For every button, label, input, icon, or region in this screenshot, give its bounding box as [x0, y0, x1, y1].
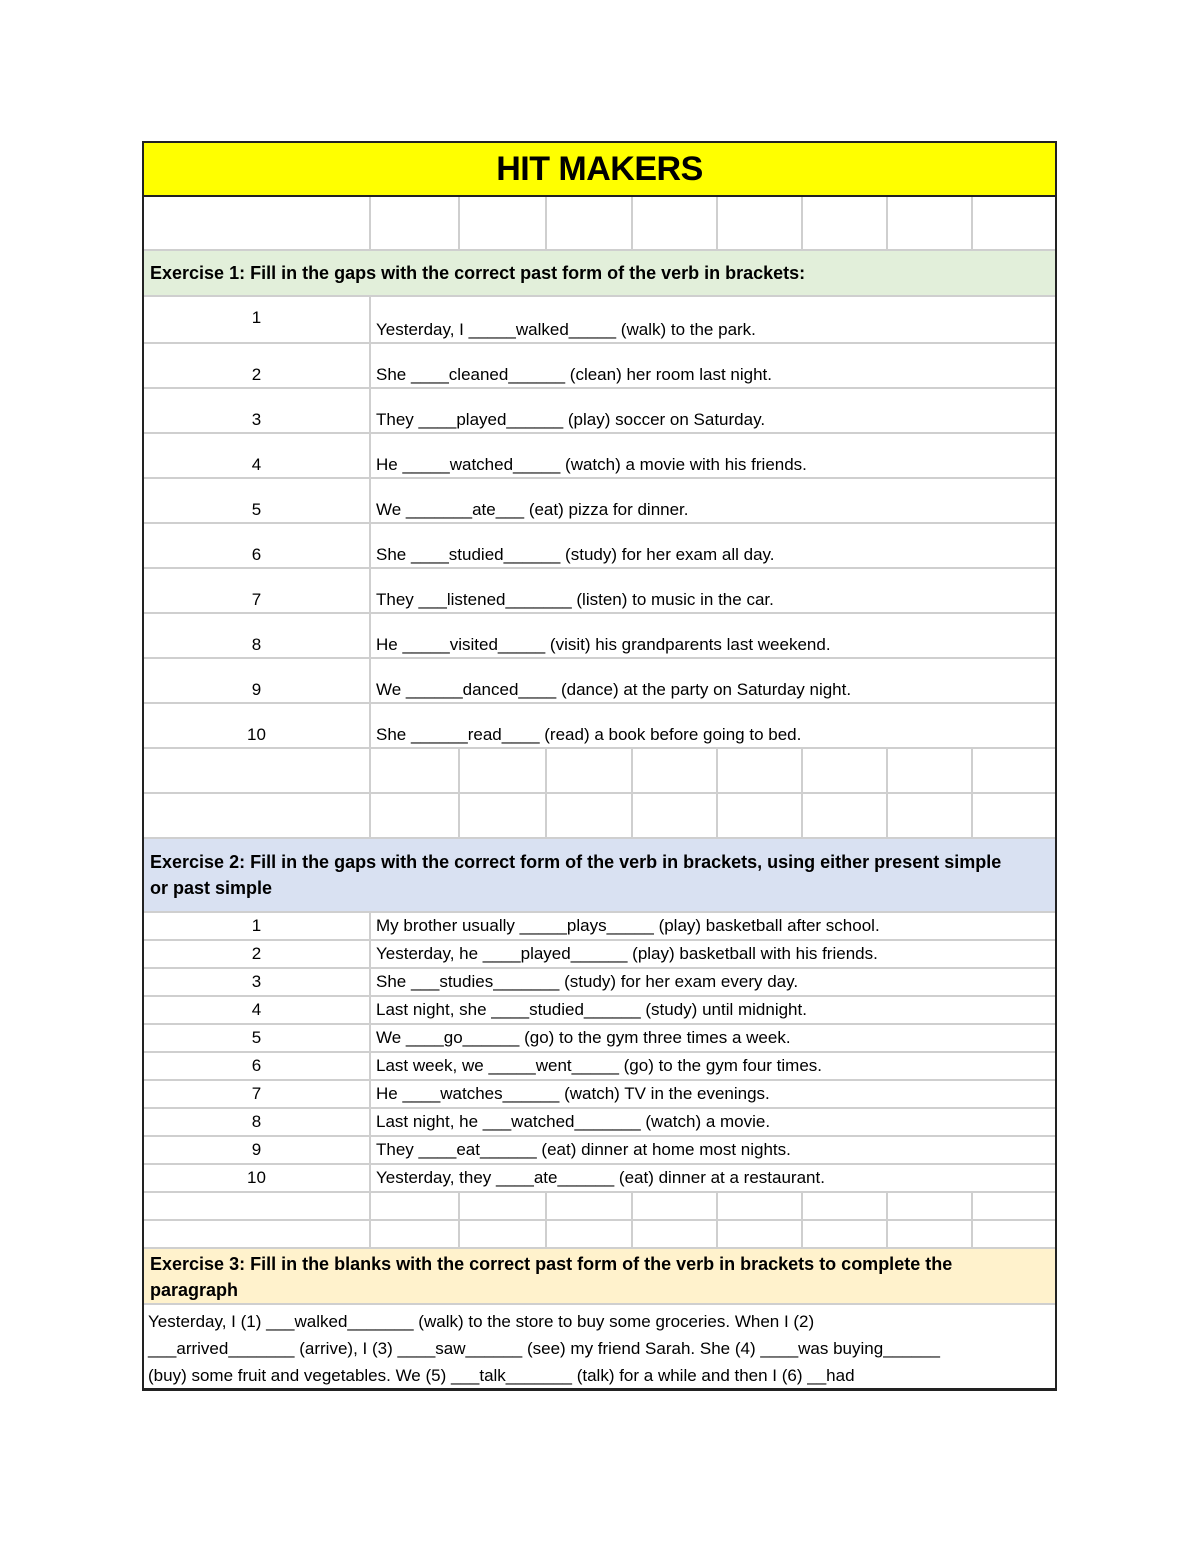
item-number: 8 [144, 1109, 371, 1135]
item-number: 3 [144, 969, 371, 995]
empty-cell [371, 1193, 460, 1219]
empty-cell [144, 1193, 371, 1219]
empty-cell [460, 749, 547, 792]
empty-row [144, 197, 1055, 251]
exercise2-row [144, 1109, 1055, 1137]
item-number: 4 [144, 434, 371, 477]
item-number: 10 [144, 704, 371, 747]
exercise3-heading [144, 1249, 1055, 1305]
item-sentence: He _____visited_____ (visit) his grandparents last weekend. [376, 635, 831, 654]
item-sentence: She ____cleaned______ (clean) her room last night. [376, 365, 772, 384]
empty-cell [371, 749, 460, 792]
exercise2-row [144, 1053, 1055, 1081]
exercise3-heading-line1: Exercise 3: Fill in the blanks with the correct past form of the verb in brackets to complete the [150, 1254, 953, 1274]
empty-cell [888, 794, 973, 837]
exercise1-row [144, 297, 1055, 344]
exercise3-paragraph [144, 1305, 1055, 1391]
item-sentence: Yesterday, I _____walked_____ (walk) to the park. [376, 320, 756, 339]
item-sentence: Last week, we _____went_____ (go) to the gym four times. [376, 1056, 823, 1075]
item-sentence: She ______read____ (read) a book before going to bed. [376, 725, 802, 744]
empty-cell [144, 749, 371, 792]
empty-row [144, 749, 1055, 794]
exercise2-row [144, 1165, 1055, 1193]
exercise2-row [144, 913, 1055, 941]
empty-cell [460, 1193, 547, 1219]
item-number: 2 [144, 344, 371, 387]
empty-cell [973, 1193, 1055, 1219]
exercise2-row [144, 1137, 1055, 1165]
empty-cell [973, 1221, 1055, 1247]
item-number: 1 [144, 297, 371, 342]
item-sentence: We ____go______ (go) to the gym three times a week. [376, 1028, 791, 1047]
item-number: 7 [144, 569, 371, 612]
item-sentence: He ____watches______ (watch) TV in the evenings. [376, 1084, 770, 1103]
empty-cell [803, 794, 888, 837]
exercise1-row [144, 704, 1055, 749]
empty-cell [888, 749, 973, 792]
exercise1-row [144, 614, 1055, 659]
exercise1-row [144, 524, 1055, 569]
empty-cell [460, 1221, 547, 1247]
item-number: 1 [144, 913, 371, 939]
empty-cell [718, 794, 803, 837]
empty-cell [460, 794, 547, 837]
item-sentence: Last night, she ____studied______ (study) until midnight. [376, 1000, 807, 1019]
item-number: 6 [144, 1053, 371, 1079]
paragraph-line: (buy) some fruit and vegetables. We (5) ___talk_______ (talk) for a while and then I (6) __had [148, 1366, 855, 1385]
item-sentence: Yesterday, they ____ate______ (eat) dinner at a restaurant. [376, 1168, 825, 1187]
empty-cell [973, 197, 1055, 249]
empty-row [144, 1193, 1055, 1221]
item-number: 3 [144, 389, 371, 432]
exercise2-row [144, 969, 1055, 997]
empty-cell [547, 1193, 634, 1219]
exercise2-row [144, 941, 1055, 969]
empty-cell [547, 1221, 634, 1247]
item-sentence: They ____eat______ (eat) dinner at home most nights. [376, 1140, 791, 1159]
exercise2-heading [144, 839, 1055, 913]
empty-cell [718, 1193, 803, 1219]
exercise2-row [144, 1081, 1055, 1109]
item-sentence: My brother usually _____plays_____ (play) basketball after school. [376, 916, 880, 935]
item-number: 5 [144, 1025, 371, 1051]
item-number: 7 [144, 1081, 371, 1107]
item-sentence: We _______ate___ (eat) pizza for dinner. [376, 500, 689, 519]
empty-cell [718, 197, 803, 249]
empty-cell [803, 1193, 888, 1219]
exercise1-row [144, 389, 1055, 434]
empty-row [144, 794, 1055, 839]
empty-cell [460, 197, 547, 249]
item-number: 9 [144, 1137, 371, 1163]
paragraph-line: Yesterday, I (1) ___walked_______ (walk) to the store to buy some groceries. When I (2) [148, 1312, 815, 1331]
empty-cell [718, 749, 803, 792]
exercise1-row [144, 479, 1055, 524]
empty-cell [371, 1221, 460, 1247]
item-number: 8 [144, 614, 371, 657]
empty-cell [973, 794, 1055, 837]
item-number: 2 [144, 941, 371, 967]
empty-cell [888, 197, 973, 249]
empty-cell [633, 794, 718, 837]
exercise2-heading-line1: Exercise 2: Fill in the gaps with the correct form of the verb in brackets, using either present simple [150, 852, 1002, 872]
exercise1-row [144, 569, 1055, 614]
item-sentence: They ____played______ (play) soccer on Saturday. [376, 410, 766, 429]
empty-cell [547, 794, 634, 837]
empty-cell [144, 197, 371, 249]
page-title: HIT MAKERS [144, 143, 1055, 197]
empty-cell [803, 749, 888, 792]
exercise1-row [144, 659, 1055, 704]
exercise2-heading-line2: or past simple [150, 878, 273, 898]
exercise1-row [144, 434, 1055, 479]
empty-cell [633, 197, 718, 249]
item-number: 5 [144, 479, 371, 522]
item-number: 9 [144, 659, 371, 702]
item-number: 6 [144, 524, 371, 567]
empty-cell [888, 1221, 973, 1247]
empty-cell [371, 794, 460, 837]
exercise2-row [144, 1025, 1055, 1053]
item-sentence: We ______danced____ (dance) at the party on Saturday night. [376, 680, 852, 699]
empty-cell [547, 197, 634, 249]
item-sentence: He _____watched_____ (watch) a movie with his friends. [376, 455, 807, 474]
item-sentence: Yesterday, he ____played______ (play) basketball with his friends. [376, 944, 878, 963]
item-sentence: She ___studies_______ (study) for her exam every day. [376, 972, 799, 991]
empty-cell [803, 197, 888, 249]
empty-cell [973, 749, 1055, 792]
item-number: 4 [144, 997, 371, 1023]
paragraph-line: ___arrived_______ (arrive), I (3) ____saw______ (see) my friend Sarah. She (4) ____was buying______ [148, 1339, 940, 1358]
empty-cell [888, 1193, 973, 1219]
empty-cell [371, 197, 460, 249]
item-sentence: She ____studied______ (study) for her exam all day. [376, 545, 775, 564]
exercise1-row [144, 344, 1055, 389]
empty-cell [633, 1193, 718, 1219]
item-number: 10 [144, 1165, 371, 1191]
empty-cell [633, 749, 718, 792]
exercise2-row [144, 997, 1055, 1025]
empty-cell [144, 1221, 371, 1247]
worksheet [142, 141, 1057, 1391]
exercise1-heading: Exercise 1: Fill in the gaps with the correct past form of the verb in brackets: [144, 251, 1055, 297]
item-sentence: Last night, he ___watched_______ (watch) a movie. [376, 1112, 771, 1131]
empty-row [144, 1221, 1055, 1249]
empty-cell [718, 1221, 803, 1247]
empty-cell [803, 1221, 888, 1247]
empty-cell [633, 1221, 718, 1247]
empty-cell [547, 749, 634, 792]
item-sentence: They ___listened_______ (listen) to music in the car. [376, 590, 774, 609]
exercise3-heading-line2: paragraph [150, 1280, 239, 1300]
empty-cell [144, 794, 371, 837]
